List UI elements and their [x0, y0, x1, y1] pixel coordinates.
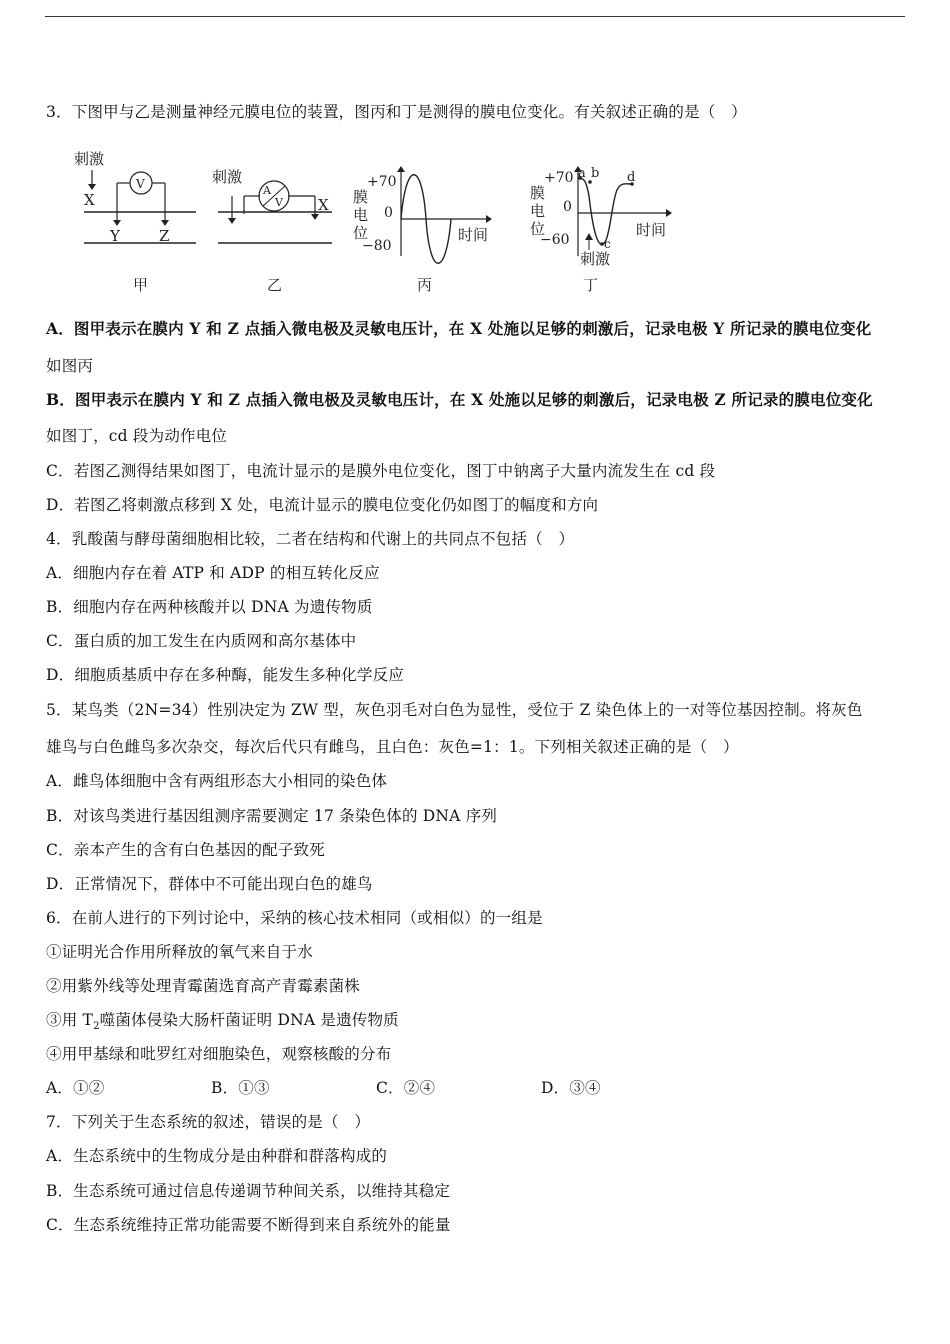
q5-option-d: D．正常情况下，群体中不可能出现白色的雄鸟: [46, 875, 373, 893]
q6-item-3-post: 噬菌体侵染大肠杆菌证明 DNA 是遗传物质: [99, 1011, 399, 1029]
jia-caption: 甲: [133, 276, 149, 294]
q3-figure: [70, 140, 690, 302]
q6-item-4: ④用甲基绿和吡罗红对细胞染色，观察核酸的分布: [46, 1045, 392, 1063]
q3-option-a-line1: A．图甲表示在膜内 Y 和 Z 点插入微电极及灵敏电压计，在 X 处施以足够的刺激后，记录电极 Y 所记录的膜电位变化: [46, 319, 872, 338]
ding-ylabel-3: 位: [530, 220, 546, 238]
q6-item-3: [46, 1009, 399, 1038]
jia-stim-label: 刺激: [74, 150, 105, 168]
q7-stem: 7．下列关于生态系统的叙述，错误的是（ ）: [46, 1113, 371, 1131]
q3-option-b-line1: B．图甲表示在膜内 Y 和 Z 点插入微电极及灵敏电压计，在 X 处施以足够的刺激后，记录电极 Z 所记录的膜电位变化: [46, 390, 873, 409]
diagram-yi: [212, 168, 332, 294]
ding-xlabel: 时间: [636, 221, 667, 239]
bing-caption: 丙: [417, 276, 433, 294]
q6-option-d: D．③④: [541, 1079, 601, 1097]
yi-meter-v-label: V: [275, 196, 283, 209]
q5-option-c: C．亲本产生的含有白色基因的配子致死: [46, 841, 325, 859]
ding-ybot: −60: [540, 232, 570, 248]
bing-ylabel-2: 电: [353, 206, 369, 224]
q6-option-b: B．①③: [211, 1079, 270, 1097]
ding-point-d: d: [627, 170, 636, 185]
ding-ytop: +70: [544, 170, 574, 186]
bing-ylabel-1: 膜: [353, 188, 369, 206]
jia-y-label: Y: [110, 227, 120, 245]
q6-option-a: A．①②: [46, 1079, 105, 1097]
bing-xlabel: 时间: [458, 226, 489, 244]
membrane-potential-diagram: [70, 140, 690, 302]
ding-ylabel-2: 电: [530, 202, 546, 220]
q4-stem: 4．乳酸菌与酵母菌细胞相比较，二者在结构和代谢上的共同点不包括（ ）: [46, 530, 575, 548]
q4-option-c: C．蛋白质的加工发生在内质网和高尔基体中: [46, 632, 357, 650]
ding-ylabel-1: 膜: [530, 184, 546, 202]
diagram-ding: [530, 166, 672, 294]
ding-stim-label: 刺激: [580, 250, 611, 268]
q7-option-b: B．生态系统可通过信息传递调节种间关系，以维持其稳定: [46, 1182, 451, 1200]
q4-option-b: B．细胞内存在两种核酸并以 DNA 为遗传物质: [46, 598, 373, 616]
q6-item-1: ①证明光合作用所释放的氧气来自于水: [46, 943, 313, 961]
diagram-bing: [353, 166, 492, 294]
jia-meter-label: V: [136, 177, 145, 191]
q5-stem-line2: 雄鸟与白色雌鸟多次杂交，每次后代只有雌鸟，且白色：灰色=1：1。下列相关叙述正确的是（ ）: [46, 738, 739, 756]
ding-yzero: 0: [563, 199, 572, 215]
bing-yzero: 0: [384, 205, 393, 221]
q6-item-2: ②用紫外线等处理青霉菌选育高产青霉素菌株: [46, 977, 361, 995]
q3-option-c: C．若图乙测得结果如图丁，电流计显示的是膜外电位变化，图丁中钠离子大量内流发生在 cd 段: [46, 462, 716, 480]
ding-point-b: b: [591, 166, 600, 181]
q6-options: [46, 1077, 601, 1099]
q6-item-3-sub: 2: [93, 1021, 100, 1033]
jia-z-label: Z: [159, 227, 170, 245]
header-rule: [45, 16, 905, 17]
q3-stem: 3．下图甲与乙是测量神经元膜电位的装置，图丙和丁是测得的膜电位变化。有关叙述正确的是（ ）: [46, 103, 747, 121]
q3-option-b-line2: 如图丁，cd 段为动作电位: [46, 427, 228, 445]
ding-point-c: c: [604, 237, 611, 251]
yi-caption: 乙: [267, 276, 283, 294]
q3-option-a-line2: 如图丙: [46, 357, 94, 375]
q4-option-a: A．细胞内存在着 ATP 和 ADP 的相互转化反应: [46, 564, 380, 582]
q4-option-d: D．细胞质基质中存在多种酶，能发生多种化学反应: [46, 666, 405, 684]
q7-option-a: A．生态系统中的生物成分是由种群和群落构成的: [46, 1147, 388, 1165]
q6-option-c: C．②④: [376, 1079, 436, 1097]
bing-ybot: −80: [362, 238, 392, 254]
q5-option-b: B．对该鸟类进行基因组测序需要测定 17 条染色体的 DNA 序列: [46, 807, 498, 825]
ding-curve: [578, 178, 632, 244]
yi-meter-a-label: A: [263, 184, 271, 197]
jia-x-label: X: [84, 191, 95, 209]
ding-caption: 丁: [583, 276, 599, 294]
q6-stem: 6．在前人进行的下列讨论中，采纳的核心技术相同（或相似）的一组是: [46, 909, 543, 927]
q7-option-c: C．生态系统维持正常功能需要不断得到来自系统外的能量: [46, 1216, 451, 1234]
q5-option-a: A．雌鸟体细胞中含有两组形态大小相同的染色体: [46, 772, 388, 790]
yi-stim-label: 刺激: [212, 168, 243, 186]
q5-stem-line1: 5．某鸟类（2N=34）性别决定为 ZW 型，灰色羽毛对白色为显性，受位于 Z 染色体上的一对等位基因控制。将灰色: [46, 701, 863, 719]
yi-x-label: X: [318, 196, 329, 214]
bing-ylabel-3: 位: [353, 224, 369, 242]
diagram-jia: [74, 150, 196, 294]
q3-option-d: D．若图乙将刺激点移到 X 处，电流计显示的膜电位变化仍如图丁的幅度和方向: [46, 496, 599, 514]
bing-ytop: +70: [367, 174, 397, 190]
ding-point-a: a: [578, 166, 586, 181]
q6-item-3-pre: ③用 T: [46, 1011, 94, 1029]
